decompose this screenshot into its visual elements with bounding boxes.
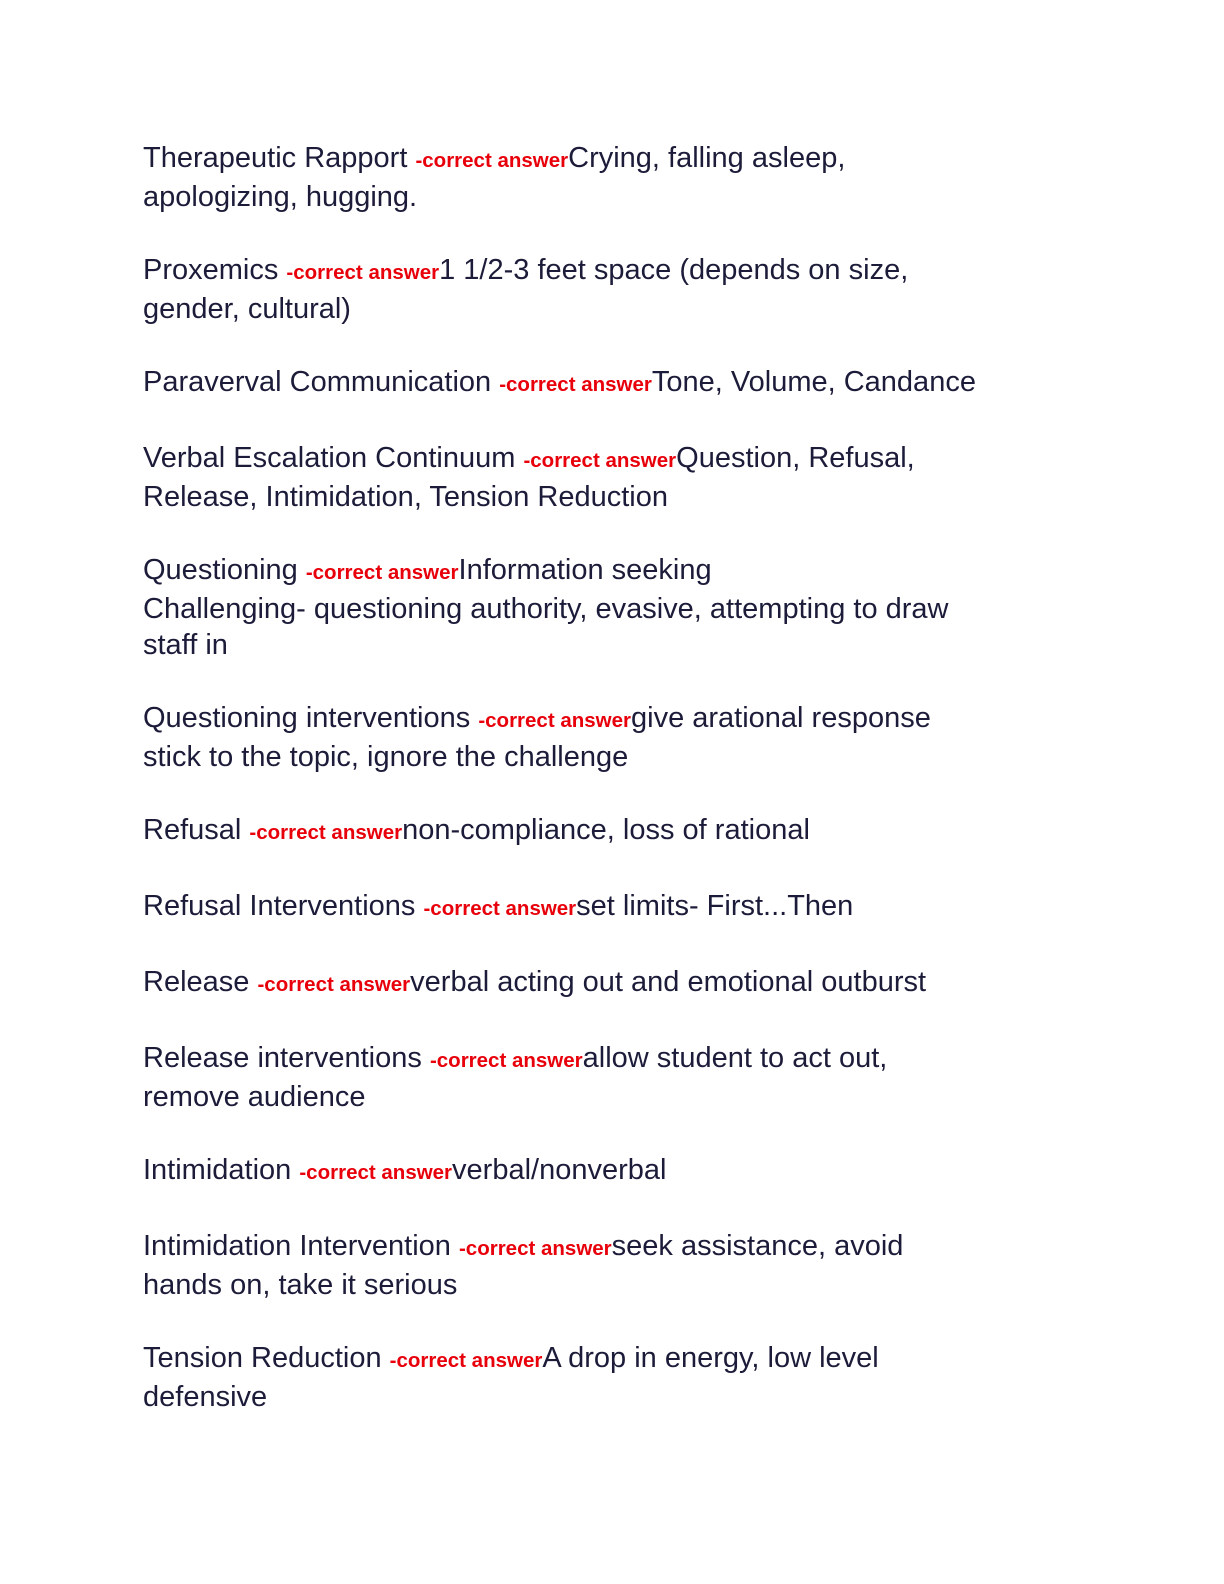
entry-term: Refusal Interventions: [143, 890, 424, 922]
correct-answer-marker: -correct answer: [305, 561, 459, 584]
flashcard-entry: [143, 552, 1093, 663]
correct-answer-marker: -correct answer: [249, 821, 403, 844]
entry-term: Release interventions: [143, 1042, 430, 1074]
flashcard-entry: [143, 964, 1093, 1003]
correct-answer-marker: -correct answer: [429, 1049, 583, 1072]
document-page: [143, 140, 1093, 1452]
entry-answer: Information seeking Challenging- questioning authority, evasive, attempting to draw staff in: [143, 554, 949, 661]
entry-term: Intimidation Intervention: [143, 1230, 459, 1262]
entry-term: Questioning: [143, 554, 306, 586]
flashcard-entry: [143, 1040, 1093, 1115]
correct-answer-marker: -correct answer: [389, 1349, 543, 1372]
entry-term: Intimidation: [143, 1154, 300, 1186]
entry-term: Paraverval Communication: [143, 366, 500, 398]
flashcard-entry: [143, 812, 1093, 851]
correct-answer-marker: -correct answer: [523, 449, 677, 472]
correct-answer-marker: -correct answer: [423, 897, 577, 920]
flashcard-entry: [143, 1340, 1093, 1415]
correct-answer-marker: -correct answer: [415, 149, 569, 172]
entry-term: Questioning interventions: [143, 702, 479, 734]
entry-answer: 1 1/2-3 feet space (depends on size, gender, cultural): [143, 254, 909, 325]
entry-term: Release: [143, 966, 258, 998]
correct-answer-marker: -correct answer: [458, 1237, 612, 1260]
flashcard-entry: [143, 1228, 1093, 1303]
entry-term: Proxemics: [143, 254, 287, 286]
entry-answer: non-compliance, loss of rational: [402, 814, 810, 846]
entry-answer: allow student to act out, remove audience: [143, 1042, 888, 1113]
entry-answer: set limits- First...Then: [576, 890, 854, 922]
flashcard-entry: [143, 1152, 1093, 1191]
entry-answer: seek assistance, avoid hands on, take it serious: [143, 1230, 904, 1301]
entry-term: Verbal Escalation Continuum: [143, 442, 524, 474]
flashcard-entry: [143, 140, 1093, 215]
flashcard-entry: [143, 700, 1093, 775]
entry-answer: verbal acting out and emotional outburst: [410, 966, 927, 998]
correct-answer-marker: -correct answer: [286, 261, 440, 284]
correct-answer-marker: -correct answer: [499, 373, 652, 396]
correct-answer-marker: -correct answer: [257, 973, 411, 996]
entry-term: Refusal: [143, 814, 250, 846]
flashcard-entry: [143, 364, 1093, 403]
flashcard-entry: [143, 252, 1093, 327]
entry-answer: Crying, falling asleep, apologizing, hugging.: [143, 142, 846, 213]
correct-answer-marker: -correct answer: [299, 1161, 453, 1184]
entry-term: Tension Reduction: [143, 1342, 390, 1374]
flashcard-entry: [143, 888, 1093, 927]
entry-term: Therapeutic Rapport: [143, 142, 416, 174]
entry-answer: give arational response stick to the topic, ignore the challenge: [143, 702, 931, 773]
correct-answer-marker: -correct answer: [478, 709, 631, 732]
entry-answer: verbal/nonverbal: [452, 1154, 667, 1186]
entry-answer: Tone, Volume, Candance: [651, 366, 976, 398]
entry-answer: Question, Refusal, Release, Intimidation, Tension Reduction: [143, 442, 915, 513]
flashcard-entry: [143, 440, 1093, 515]
entry-answer: A drop in energy, low level defensive: [143, 1342, 879, 1413]
